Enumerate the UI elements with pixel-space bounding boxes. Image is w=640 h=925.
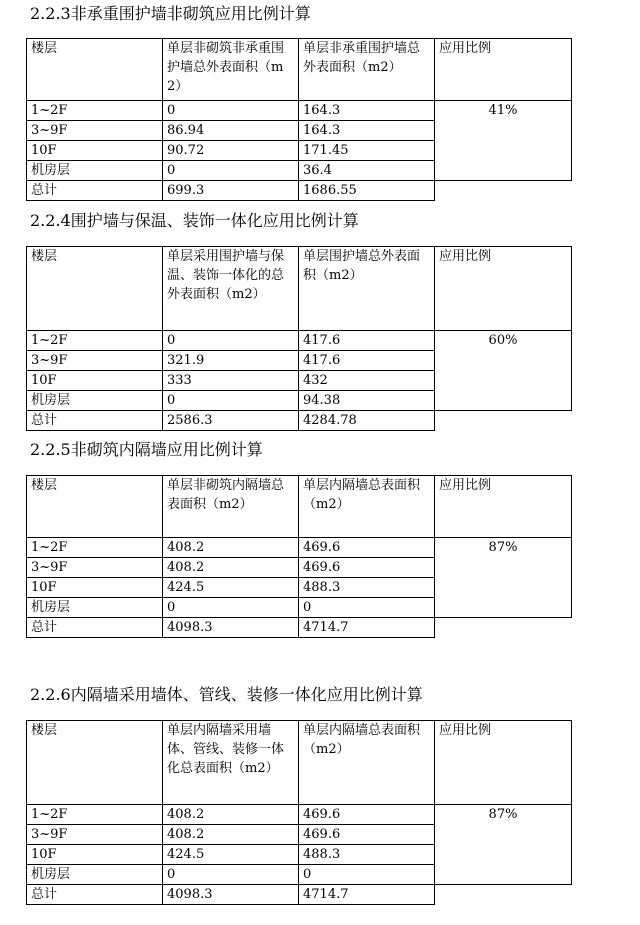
header-ratio: 应用比例 xyxy=(435,247,572,331)
cell-floor: 机房层 xyxy=(27,865,163,885)
cell-floor: 总计 xyxy=(27,618,163,638)
cell-floor: 3~9F xyxy=(27,825,163,845)
cell-total-area: 171.45 xyxy=(299,141,435,161)
cell-total-area: 469.6 xyxy=(299,558,435,578)
cell-floor: 10F xyxy=(27,845,163,865)
calc-table xyxy=(26,720,572,905)
cell-floor: 3~9F xyxy=(27,121,163,141)
cell-total-area: 164.3 xyxy=(299,101,435,121)
cell-floor: 1~2F xyxy=(27,101,163,121)
cell-part-area: 424.5 xyxy=(163,578,299,598)
header-ratio: 应用比例 xyxy=(435,476,572,538)
cell-floor: 机房层 xyxy=(27,391,163,411)
cell-floor: 总计 xyxy=(27,181,163,201)
cell-part-area: 0 xyxy=(163,598,299,618)
cell-part-area: 0 xyxy=(163,865,299,885)
cell-floor: 10F xyxy=(27,141,163,161)
cell-total-area: 94.38 xyxy=(299,391,435,411)
cell-part-area: 4098.3 xyxy=(163,885,299,905)
table-row xyxy=(27,805,572,825)
cell-total-area: 0 xyxy=(299,598,435,618)
cell-floor: 总计 xyxy=(27,885,163,905)
calc-table xyxy=(26,475,572,638)
header-total-area: 单层内隔墙总表面积（m2） xyxy=(299,721,435,805)
header-floor: 楼层 xyxy=(27,247,163,331)
ratio-cell: 60% xyxy=(435,331,572,411)
cell-floor: 1~2F xyxy=(27,331,163,351)
cell-part-area: 408.2 xyxy=(163,538,299,558)
cell-floor: 1~2F xyxy=(27,538,163,558)
cell-total-area: 488.3 xyxy=(299,845,435,865)
header-part-area: 单层内隔墙采用墙体、管线、装修一体化总表面积（m2） xyxy=(163,721,299,805)
cell-total-area: 4284.78 xyxy=(299,411,435,431)
header-part-area: 单层非砌筑非承重围护墙总外表面积（m2） xyxy=(163,39,299,101)
cell-total-area: 164.3 xyxy=(299,121,435,141)
cell-part-area: 408.2 xyxy=(163,805,299,825)
ratio-cell: 87% xyxy=(435,805,572,885)
cell-floor: 10F xyxy=(27,371,163,391)
table-row xyxy=(27,331,572,351)
cell-total-area: 417.6 xyxy=(299,351,435,371)
cell-total-area: 36.4 xyxy=(299,161,435,181)
table-header-row xyxy=(27,721,572,805)
cell-floor: 3~9F xyxy=(27,351,163,371)
cell-part-area: 408.2 xyxy=(163,558,299,578)
header-floor: 楼层 xyxy=(27,476,163,538)
header-total-area: 单层内隔墙总表面积（m2） xyxy=(299,476,435,538)
calc-table xyxy=(26,38,572,201)
cell-part-area: 86.94 xyxy=(163,121,299,141)
header-ratio: 应用比例 xyxy=(435,39,572,101)
ratio-cell: 87% xyxy=(435,538,572,618)
cell-floor: 机房层 xyxy=(27,598,163,618)
table-header-row xyxy=(27,39,572,101)
section-heading: 2.2.3非承重围护墙非砌筑应用比例计算 xyxy=(30,4,311,23)
cell-floor: 机房层 xyxy=(27,161,163,181)
cell-total-area: 4714.7 xyxy=(299,885,435,905)
cell-total-area: 0 xyxy=(299,865,435,885)
section-heading: 2.2.5非砌筑内隔墙应用比例计算 xyxy=(30,440,263,459)
section-heading: 2.2.4围护墙与保温、装饰一体化应用比例计算 xyxy=(30,211,359,230)
cell-total-area: 469.6 xyxy=(299,805,435,825)
cell-floor: 总计 xyxy=(27,411,163,431)
header-part-area: 单层非砌筑内隔墙总表面积（m2） xyxy=(163,476,299,538)
table-header-row xyxy=(27,247,572,331)
cell-floor: 10F xyxy=(27,578,163,598)
table-row xyxy=(27,538,572,558)
table-row xyxy=(27,101,572,121)
header-floor: 楼层 xyxy=(27,39,163,101)
cell-total-area: 417.6 xyxy=(299,331,435,351)
header-ratio: 应用比例 xyxy=(435,721,572,805)
cell-total-area: 488.3 xyxy=(299,578,435,598)
cell-part-area: 4098.3 xyxy=(163,618,299,638)
header-part-area: 单层采用围护墙与保温、装饰一体化的总外表面积（m2） xyxy=(163,247,299,331)
header-total-area: 单层围护墙总外表面积（m2） xyxy=(299,247,435,331)
table-total-row xyxy=(27,885,572,905)
cell-part-area: 333 xyxy=(163,371,299,391)
cell-part-area: 0 xyxy=(163,331,299,351)
header-floor: 楼层 xyxy=(27,721,163,805)
table-total-row xyxy=(27,411,572,431)
cell-part-area: 0 xyxy=(163,391,299,411)
cell-part-area: 90.72 xyxy=(163,141,299,161)
cell-total-area: 4714.7 xyxy=(299,618,435,638)
cell-part-area: 2586.3 xyxy=(163,411,299,431)
cell-floor: 1~2F xyxy=(27,805,163,825)
cell-floor: 3~9F xyxy=(27,558,163,578)
ratio-cell: 41% xyxy=(435,101,572,181)
cell-part-area: 408.2 xyxy=(163,825,299,845)
cell-total-area: 1686.55 xyxy=(299,181,435,201)
section-heading: 2.2.6内隔墙采用墙体、管线、装修一体化应用比例计算 xyxy=(30,685,423,704)
cell-total-area: 432 xyxy=(299,371,435,391)
cell-total-area: 469.6 xyxy=(299,538,435,558)
table-header-row xyxy=(27,476,572,538)
cell-total-area: 469.6 xyxy=(299,825,435,845)
calc-table xyxy=(26,246,572,431)
cell-part-area: 0 xyxy=(163,161,299,181)
cell-part-area: 424.5 xyxy=(163,845,299,865)
header-total-area: 单层非承重围护墙总外表面积（m2） xyxy=(299,39,435,101)
table-total-row xyxy=(27,181,572,201)
cell-part-area: 0 xyxy=(163,101,299,121)
cell-part-area: 699.3 xyxy=(163,181,299,201)
cell-part-area: 321.9 xyxy=(163,351,299,371)
table-total-row xyxy=(27,618,572,638)
